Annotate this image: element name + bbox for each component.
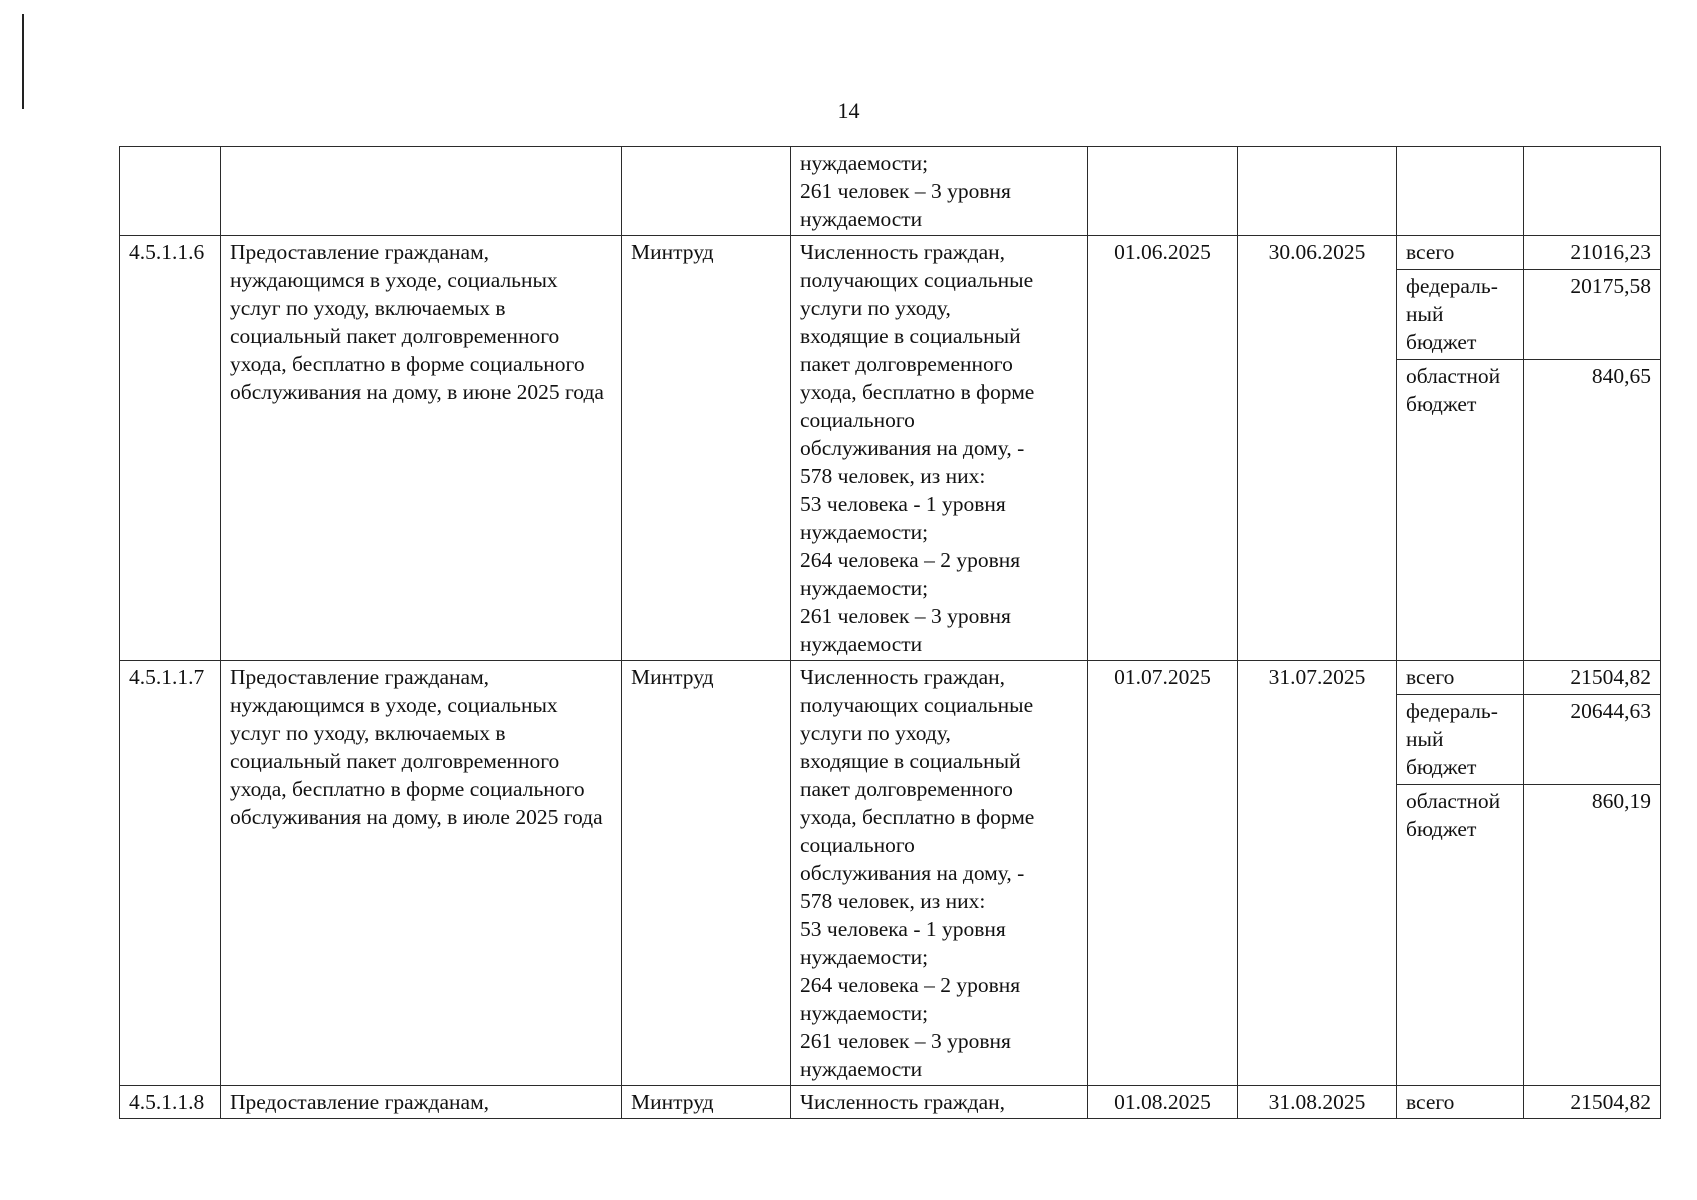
table-row: [120, 1086, 1661, 1119]
funding-source: всего: [1397, 236, 1524, 270]
indicator-line: пакет долговременного: [800, 352, 1013, 376]
cell-end-date: [1238, 147, 1397, 236]
cell-funding-amount: [1524, 147, 1661, 236]
indicator-line: нуждаемости;: [800, 1001, 929, 1025]
row-start-date: 01.08.2025: [1088, 1086, 1238, 1119]
indicator-line: нуждаемости;: [800, 945, 929, 969]
funding-source: федераль-ный бюджет: [1397, 269, 1524, 359]
indicator-line: нуждаемости: [800, 632, 923, 656]
indicator-line: нуждаемости;: [800, 520, 929, 544]
indicator-line: обслуживания на дому, -: [800, 436, 1025, 460]
indicator-line: 264 человека – 2 уровня: [800, 973, 1021, 997]
cell-indicator: [791, 147, 1088, 236]
indicator-line: 53 человека - 1 уровня: [800, 492, 1006, 516]
row-indicator: Численность граждан,: [791, 1086, 1088, 1119]
cell-executor: [622, 147, 791, 236]
indicator-line: нуждаемости;: [800, 151, 929, 175]
indicator-line: ухода, бесплатно в форме: [800, 380, 1035, 404]
funding-source: федераль-ный бюджет: [1397, 694, 1524, 784]
row-description: Предоставление гражданам,: [221, 1086, 622, 1119]
page-number: 14: [837, 98, 860, 123]
row-description: Предоставление гражданам, нуждающимся в уходе, социальных услуг по уходу, включаемых в социальный пакет долговременного ухода, бесплатно в форме социального обслуживания на дому, в июне 2025 года: [221, 236, 622, 661]
row-number: 4.5.1.1.7: [120, 661, 221, 1086]
indicator-line: Численность граждан,: [800, 665, 1006, 689]
indicator-line: входящие в социальный: [800, 324, 1021, 348]
row-description: Предоставление гражданам, нуждающимся в уходе, социальных услуг по уходу, включаемых в социальный пакет долговременного ухода, бесплатно в форме социального обслуживания на дому, в июле 2025 года: [221, 661, 622, 1086]
funding-amount: 20175,58: [1524, 269, 1661, 359]
row-indicator: [791, 661, 1088, 1086]
funding-source: всего: [1397, 1086, 1524, 1119]
indicator-line: ухода, бесплатно в форме: [800, 805, 1035, 829]
indicator-line: обслуживания на дому, -: [800, 861, 1025, 885]
row-executor: Минтруд: [622, 661, 791, 1086]
indicator-line: получающих социальные: [800, 693, 1034, 717]
cell-funding-source: [1397, 147, 1524, 236]
table-row: [120, 661, 1661, 695]
indicator-line: услуги по уходу,: [800, 296, 951, 320]
funding-amount: 860,19: [1524, 785, 1661, 1086]
row-end-date: 31.08.2025: [1238, 1086, 1397, 1119]
funding-amount: 20644,63: [1524, 694, 1661, 784]
indicator-line: 261 человек – 3 уровня: [800, 179, 1011, 203]
funding-source: областной бюджет: [1397, 360, 1524, 661]
cell-number: [120, 147, 221, 236]
indicator-line: 53 человека - 1 уровня: [800, 917, 1006, 941]
indicator-line: Численность граждан,: [800, 240, 1006, 264]
indicator-line: входящие в социальный: [800, 749, 1021, 773]
row-executor: Минтруд: [622, 1086, 791, 1119]
row-number: 4.5.1.1.8: [120, 1086, 221, 1119]
scan-margin-mark: [22, 14, 24, 109]
table-row-continuation: [120, 147, 1661, 236]
indicator-line: социального: [800, 408, 915, 432]
indicator-line: 261 человек – 3 уровня: [800, 604, 1011, 628]
indicator-line: услуги по уходу,: [800, 721, 951, 745]
row-start-date: 01.06.2025: [1088, 236, 1238, 661]
indicator-line: социального: [800, 833, 915, 857]
indicator-line: пакет долговременного: [800, 777, 1013, 801]
table-row: [120, 236, 1661, 270]
row-end-date: 30.06.2025: [1238, 236, 1397, 661]
indicator-line: нуждаемости;: [800, 576, 929, 600]
cell-description: [221, 147, 622, 236]
funding-source: областной бюджет: [1397, 785, 1524, 1086]
row-start-date: 01.07.2025: [1088, 661, 1238, 1086]
indicator-line: 578 человек, из них:: [800, 464, 986, 488]
row-executor: Минтруд: [622, 236, 791, 661]
measures-table: [119, 146, 1661, 1119]
row-end-date: 31.07.2025: [1238, 661, 1397, 1086]
indicator-line: нуждаемости: [800, 1057, 923, 1081]
row-number: 4.5.1.1.6: [120, 236, 221, 661]
indicator-line: 578 человек, из них:: [800, 889, 986, 913]
indicator-line: получающих социальные: [800, 268, 1034, 292]
row-indicator: [791, 236, 1088, 661]
funding-source: всего: [1397, 661, 1524, 695]
indicator-line: нуждаемости: [800, 207, 923, 231]
indicator-line: 264 человека – 2 уровня: [800, 548, 1021, 572]
funding-amount: 21504,82: [1524, 1086, 1661, 1119]
funding-amount: 21016,23: [1524, 236, 1661, 270]
cell-start-date: [1088, 147, 1238, 236]
indicator-line: 261 человек – 3 уровня: [800, 1029, 1011, 1053]
funding-amount: 840,65: [1524, 360, 1661, 661]
funding-amount: 21504,82: [1524, 661, 1661, 695]
